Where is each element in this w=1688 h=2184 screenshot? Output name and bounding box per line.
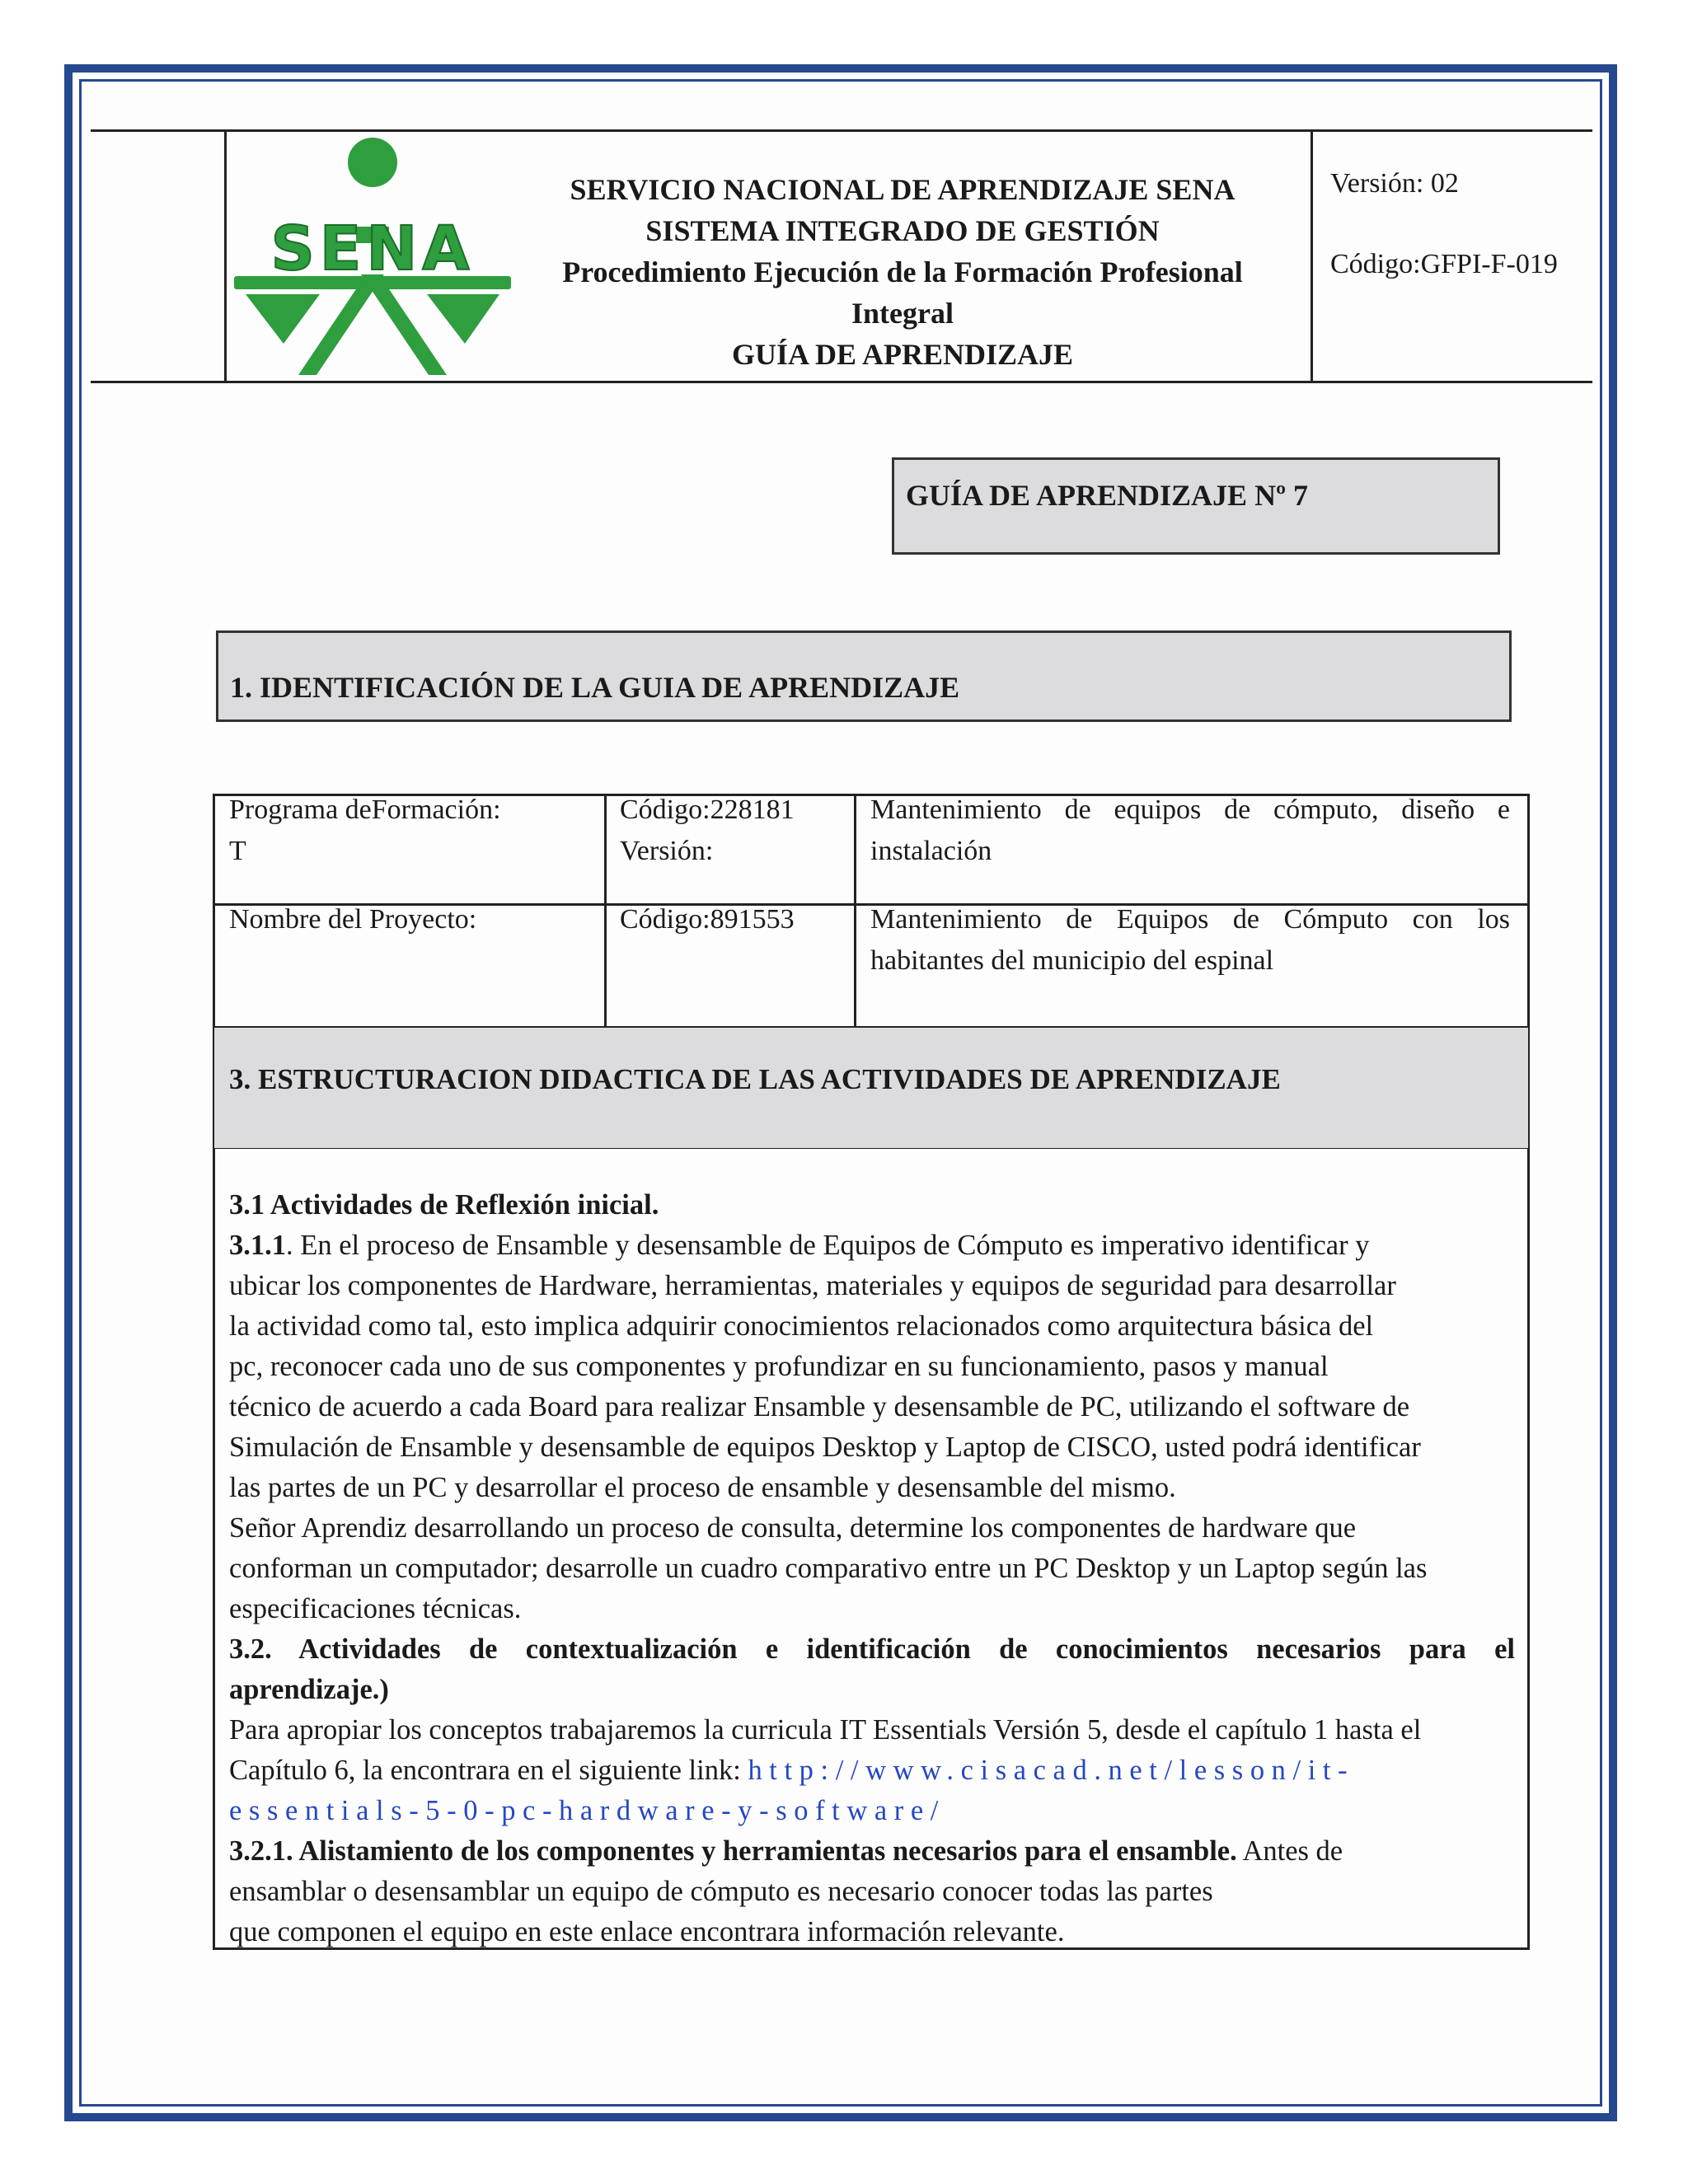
s32-text-line-2 bbox=[229, 1750, 1515, 1791]
s321-line-2: ensamblar o desensamblar un equipo de cómputo es necesario conocer todas las partes bbox=[229, 1876, 1213, 1907]
project-desc bbox=[870, 899, 1510, 982]
it-essentials-link-part-2[interactable]: essentials-5-0-pc-hardware-y-software/ bbox=[229, 1795, 945, 1826]
header-title-line-3: Procedimiento Ejecución de la Formación Profesional bbox=[562, 255, 1243, 288]
table-line bbox=[604, 794, 607, 1029]
section1-title: 1. IDENTIFICACIÓN DE LA GUIA DE APRENDIZAJE bbox=[230, 671, 960, 704]
program-desc-line-1: Mantenimiento de equipos de cómputo, diseño e bbox=[870, 794, 1510, 825]
s311-line-4: pc, reconocer cada uno de sus componentes y profundizar en su funcionamiento, pasos y manual bbox=[229, 1351, 1329, 1382]
row1-code bbox=[620, 790, 795, 872]
senor-line-1: Señor Aprendiz desarrollando un proceso de consulta, determine los componentes de hardware que bbox=[229, 1512, 1357, 1544]
s32-text-line-2-text: Capítulo 6, la encontrara en el siguiente link: bbox=[229, 1755, 748, 1786]
header-title-line-2: SISTEMA INTEGRADO DE GESTIÓN bbox=[645, 214, 1160, 247]
s311-line-2: ubicar los componentes de Hardware, herramientas, materiales y equipos de seguridad para desarrollar bbox=[229, 1270, 1396, 1301]
row1-desc bbox=[870, 790, 1510, 872]
s311-line-6: Simulación de Ensamble y desensamble de equipos Desktop y Laptop de CISCO, usted podrá identificar bbox=[229, 1432, 1421, 1463]
program-desc-line-2: instalación bbox=[870, 836, 992, 866]
header-title-line-4: Integral bbox=[851, 297, 954, 330]
project-desc-line-1: Mantenimiento de Equipos de Cómputo con los bbox=[870, 904, 1510, 935]
header-top-line bbox=[91, 129, 1592, 132]
program-label: Programa deFormación: bbox=[229, 794, 501, 825]
header-divider-right bbox=[1311, 129, 1313, 383]
sena-logo bbox=[234, 136, 511, 379]
s311-line-1 bbox=[229, 1226, 1515, 1266]
section3-body bbox=[229, 1185, 1515, 1952]
program-version: Versión: bbox=[620, 836, 714, 866]
s321-title: 3.2.1. Alistamiento de los componentes y herramientas necesarios para el ensamble. bbox=[229, 1835, 1237, 1867]
header-title-line-5: GUÍA DE APRENDIZAJE bbox=[731, 338, 1074, 371]
s311-line-1-text: . En el proceso de Ensamble y desensamble de Equipos de Cómputo es imperativo identificar y bbox=[286, 1230, 1370, 1261]
s32-title-line-2: aprendizaje.) bbox=[229, 1674, 389, 1705]
senor-line-2: conforman un computador; desarrolle un cuadro comparativo entre un PC Desktop y un Laptop según las bbox=[229, 1553, 1428, 1584]
section3-title: 3. ESTRUCTURACION DIDACTICA DE LAS ACTIVIDADES DE APRENDIZAJE bbox=[229, 1063, 1281, 1095]
s311-line-5: técnico de acuerdo a cada Board para realizar Ensamble y desensamble de PC, utilizando el software de bbox=[229, 1391, 1410, 1422]
project-code: Código:891553 bbox=[620, 904, 795, 935]
guide-number-label: GUÍA DE APRENDIZAJE Nº 7 bbox=[906, 479, 1308, 512]
s32-link-line bbox=[229, 1791, 1515, 1831]
s32-title-line-1: 3.2. Actividades de contextualización e identificación de conocimientos necesarios para el bbox=[229, 1633, 1515, 1665]
section1-box bbox=[216, 630, 1512, 722]
s31-title: 3.1 Actividades de Reflexión inicial. bbox=[229, 1189, 659, 1221]
header-version: Versión: 02 bbox=[1330, 168, 1459, 199]
logo-wordmark: SENA bbox=[270, 213, 475, 284]
s321-line-3: que componen el equipo en este enlace encontrara información relevante. bbox=[229, 1916, 1065, 1947]
header-title-line-1: SERVICIO NACIONAL DE APRENDIZAJE SENA bbox=[570, 173, 1236, 206]
senor-line-3: especificaciones técnicas. bbox=[229, 1593, 522, 1624]
s321-line-1 bbox=[229, 1831, 1515, 1872]
s32-text-line-1: Para apropiar los conceptos trabajaremos la curricula IT Essentials Versión 5, desde el capítulo 1 hasta el bbox=[229, 1714, 1422, 1746]
header-divider-left bbox=[224, 129, 227, 383]
s311-line-3: la actividad como tal, esto implica adquirir conocimientos relacionados como arquitectura básica del bbox=[229, 1310, 1374, 1342]
row1-label bbox=[229, 790, 501, 872]
logo-head bbox=[348, 138, 397, 187]
s321-text-line-1: Antes de bbox=[1236, 1835, 1343, 1867]
project-desc-line-2: habitantes del municipio del espinal bbox=[870, 945, 1274, 976]
program-code: Código:228181 bbox=[620, 794, 795, 825]
guide-number-box bbox=[892, 457, 1500, 555]
header-title-block bbox=[511, 169, 1294, 375]
table-line bbox=[213, 794, 215, 1950]
s311-line-7: las partes de un PC y desarrollar el proceso de ensamble y desensamble del mismo. bbox=[229, 1472, 1176, 1503]
program-value: T bbox=[229, 836, 246, 866]
header-code: Código:GFPI-F-019 bbox=[1330, 249, 1558, 279]
s311-number: 3.1.1 bbox=[229, 1230, 286, 1261]
project-label: Nombre del Proyecto: bbox=[229, 904, 477, 935]
table-line bbox=[854, 794, 856, 1029]
it-essentials-link-part-1[interactable]: http://www.cisacad.net/lesson/it- bbox=[748, 1755, 1355, 1786]
table-line bbox=[1527, 794, 1530, 1950]
header-bottom-line bbox=[91, 381, 1592, 383]
